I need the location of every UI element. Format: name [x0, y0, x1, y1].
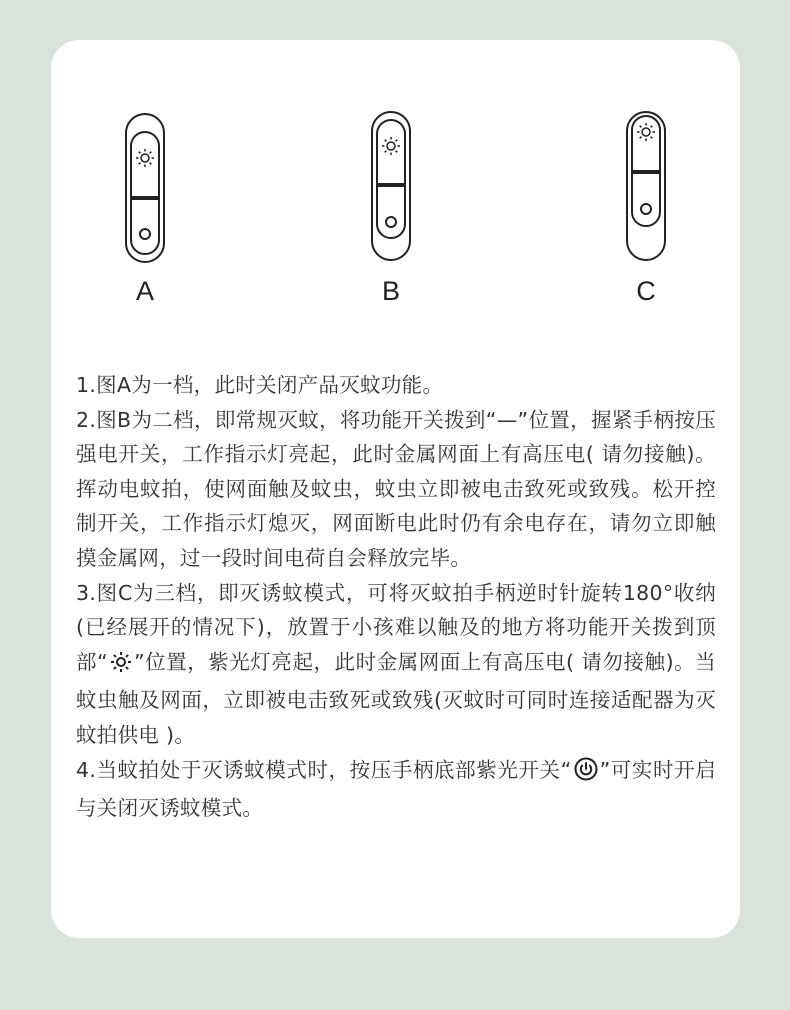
- sun-icon: [637, 123, 655, 141]
- switch-diagram-b: [370, 110, 412, 262]
- dash-mark: [631, 170, 661, 174]
- sun-icon: [136, 149, 154, 167]
- instruction-4: [76, 753, 716, 826]
- switch-diagram-a: [124, 112, 166, 264]
- switch-a-drawing: [124, 112, 166, 264]
- switch-b-drawing: [370, 110, 412, 262]
- dash-mark: [376, 183, 406, 187]
- switch-c-drawing: [625, 110, 667, 262]
- instruction-4-part-2: ”可实时开启与关闭灭诱蚊模式。: [76, 757, 716, 821]
- switch-label-a: A: [135, 276, 154, 306]
- sun-icon: [110, 649, 132, 684]
- instruction-3-part-2: ”位置，紫光灯亮起，此时金属网面上有高压电( 请勿接触)。当蚊虫触及网面，立即被电击致死或致残(灭蚊时可同时连接适配器为灭蚊拍供电 )。: [76, 649, 716, 747]
- power-button-mark: [140, 229, 150, 239]
- power-button-mark: [641, 204, 651, 214]
- instruction-2: 2.图B为二档，即常规灭蚊，将功能开关拨到“—”位置，握紧手柄按压强电开关，工作指示灯亮起，此时金属网面上有高压电( 请勿接触)。挥动电蚊拍，使网面触及蚊虫，蚊虫立即被电击致死或致残。松开控制开关，工作指示灯熄灭，网面断电此时仍有余电存在，请勿立即触摸金属网，过一段时间电荷自会释放完毕。: [76, 407, 716, 570]
- sun-icon: [382, 137, 400, 155]
- instruction-1: 1.图A为一档，此时关闭产品灭蚊功能。: [76, 373, 444, 397]
- switch-diagram-c: [625, 110, 667, 262]
- instruction-4-part-1: 4.当蚊拍处于灭诱蚊模式时，按压手柄底部紫光开关“: [76, 757, 572, 782]
- instructions-text: [76, 368, 716, 826]
- switch-label-b: B: [381, 276, 400, 306]
- dash-mark: [130, 196, 160, 200]
- power-icon: [574, 757, 598, 792]
- power-button-mark: [386, 217, 396, 227]
- switch-label-c: C: [636, 276, 656, 306]
- instruction-3-part-1: 3.图C为三档，即灭诱蚊模式，可将灭蚊拍手柄逆时针旋转180°收纳(已经展开的情况下)，放置于小孩难以触及的地方将功能开关拨到顶部“: [76, 580, 716, 674]
- instruction-3: [76, 576, 716, 753]
